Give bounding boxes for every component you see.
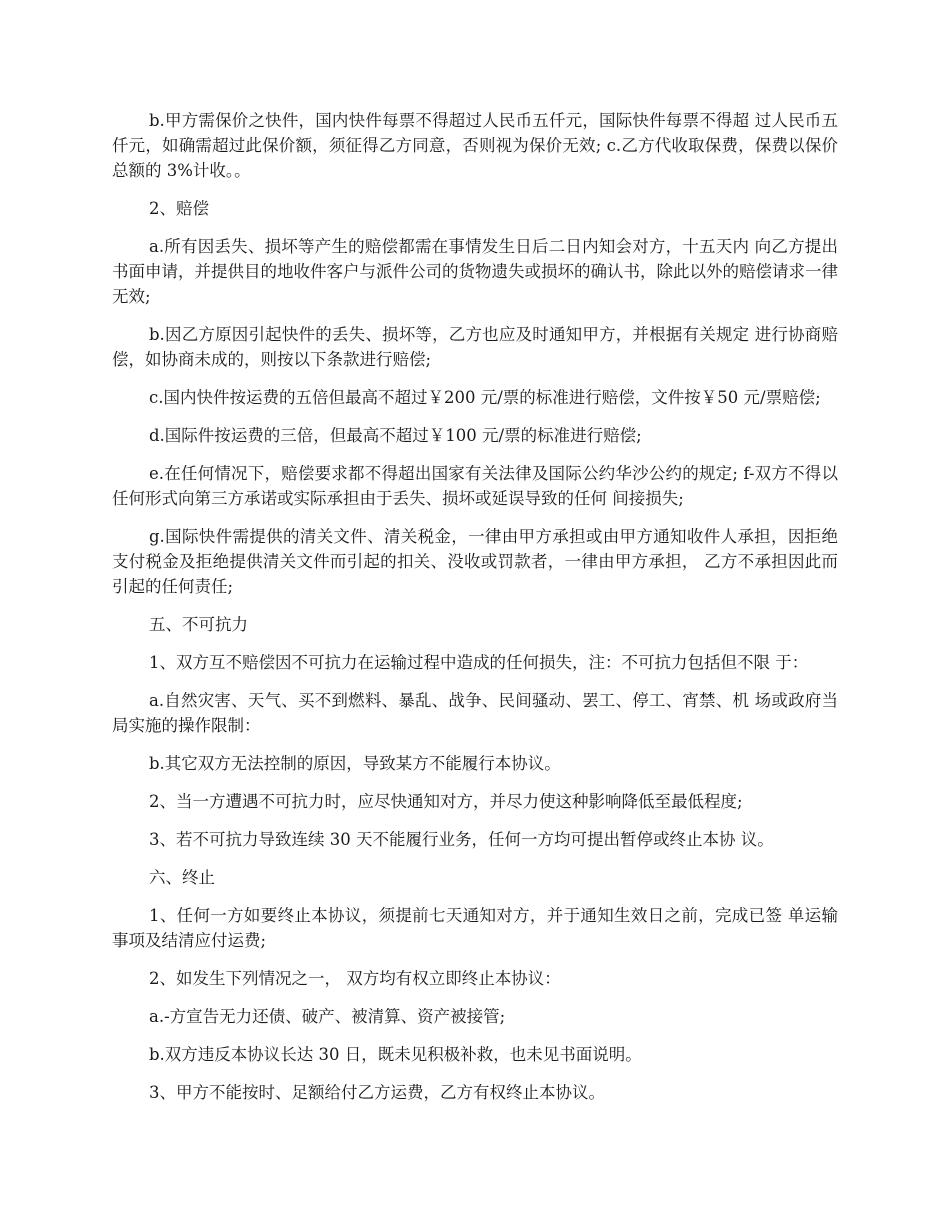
paragraph-force-majeure-b: b.其它双方无法控制的原因，导致某方不能履行本协议。 [149,754,561,773]
paragraph-termination-b: b.双方违反本协议长达 30 日，既未见积极补救，也未见书面说明。 [149,1045,642,1064]
section-heading-compensation: 2、赔偿 [149,199,209,218]
paragraph-termination-3: 3、甲方不能按时、足额给付乙方运费，乙方有权终止本协议。 [149,1083,605,1102]
paragraph-force-majeure-1: 1、双方互不赔偿因不可抗力在运输过程中造成的任何损失，注：不可抗力包括但不限 于： [149,653,809,672]
section-heading-force-majeure: 五、不可抗力 [149,615,248,634]
paragraph-termination-a: a.-方宣告无力还债、破产、被清算、资产被接管; [149,1007,506,1026]
paragraph-compensation-limits: e.在任何情况下，赔偿要求都不得超出国家有关法律及国际公约华沙公约的规定; f-双方不得以任何形式向第三方承诺或实际承担由于丢失、损坏或延误导致的任何 间接损失; [112,464,838,508]
paragraph-customs-clearance: g.国际快件需提供的清关文件、清关税金，一律由甲方承担或由甲方通知收件人承担，因拒绝支付税金及拒绝提供清关文件而引起的扣关、没收或罚款者，一律由甲方承担， 乙方不承担因此而引起的任何责任; [112,527,838,596]
paragraph-force-majeure-a: a.自然灾害、天气、买不到燃料、暴乱、战争、民间骚动、罢工、停工、宵禁、机 场或政府当局实施的操作限制： [112,691,838,735]
document-body [112,108,838,1118]
paragraph-termination-2: 2、如发生下列情况之一， 双方均有权立即终止本协议： [149,969,561,988]
paragraph-international-compensation: d.国际件按运费的三倍，但最高不超过￥100 元/票的标准进行赔偿; [149,426,642,445]
paragraph-termination-1: 1、任何一方如要终止本协议，须提前七天通知对方，并于通知生效日之前，完成已签 单运输事项及结清应付运费; [112,906,838,950]
section-heading-termination: 六、终止 [149,868,215,887]
paragraph-loss-claim: a.所有因丢失、损坏等产生的赔偿都需在事情发生日后二日内知会对方，十五天内 向乙方提出书面申请，并提供目的地收件客户与派件公司的货物遗失或损坏的确认书，除此以外的赔偿请求一律无效; [112,237,838,306]
paragraph-insured-value: b.甲方需保价之快件，国内快件每票不得超过人民币五仟元，国际快件每票不得超 过人民币五仟元，如确需超过此保价额，须征得乙方同意，否则视为保价无效; c.乙方代收取保费，保费以保价总额的 3%计收。。 [112,111,838,180]
paragraph-force-majeure-2: 2、当一方遭遇不可抗力时，应尽快通知对方，并尽力使这种影响降低至最低程度; [149,792,743,811]
paragraph-domestic-compensation: c.国内快件按运费的五倍但最高不超过￥200 元/票的标准进行赔偿，文件按￥50 元/票赔偿; [149,388,821,407]
paragraph-party-b-loss: b.因乙方原因引起快件的丢失、损坏等，乙方也应及时通知甲方，并根据有关规定 进行协商赔偿，如协商未成的，则按以下条款进行赔偿; [112,325,838,369]
paragraph-force-majeure-3: 3、若不可抗力导致连续 30 天不能履行业务，任何一方均可提出暂停或终止本协 议。 [149,830,774,849]
